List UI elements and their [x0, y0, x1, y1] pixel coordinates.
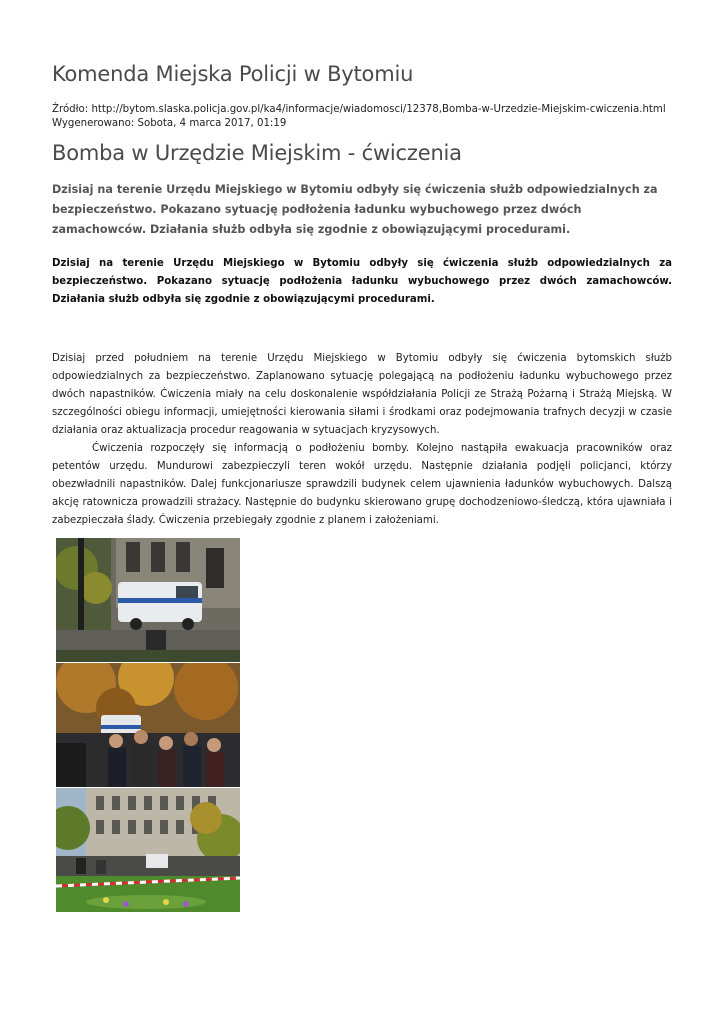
source-line: Źródło: http://bytom.slaska.policja.gov.pl/ka4/informacje/wiadomosci/12378,Bomba-w-Urzedzie-Miejskim-cwiczenia.html: [52, 104, 666, 115]
paragraph-2: Ćwiczenia rozpoczęły się informacją o podłożeniu bomby. Kolejno nastąpiła ewakuacja pracowników oraz petentów urzędu. Mundurowi zabezpieczyli teren wokół urzędu. Następnie działania podjęli policjanci, którzy obezwładnili napastników. Dalej funkcjonariusze sprawdzili budynek celem ujawnienia ładunków wybuchowych. Dalszą akcję ratownicza prowadzili strażacy. Następnie do budynku skierowano grupę dochodzeniowo-śledczą, która ujawniała i zabezpieczała ślady. Ćwiczenia przebiegały zgodnie z planem i założeniami.: [52, 443, 672, 526]
paragraph-1: Dzisiaj przed południem na terenie Urzędu Miejskiego w Bytomiu odbyły się ćwiczenia bytomskich służb odpowiedzialnych za bezpieczeństwo. Zaplanowano sytuację polegającą na podłożeniu ładunku wybuchowego przez dwóch napastników. Ćwiczenia miały na celu doskonalenie współdziałania Policji ze Strażą Pożarną i Strażą Miejską. W szczególności obiegu informacji, umiejętności kierowania siłami i środkami oraz podejmowania trafnych decyzji w czasie działania oraz aktualizacja procedur reagowania w sytuacjach kryzysowych.: [52, 353, 672, 436]
photo-building-cordon[interactable]: [56, 788, 240, 912]
generated-line: Wygenerowano: Sobota, 4 marca 2017, 01:19: [52, 118, 287, 129]
article-title: Bomba w Urzędzie Miejskim - ćwiczenia: [52, 141, 462, 165]
site-title: Komenda Miejska Policji w Bytomiu: [52, 62, 414, 86]
article-lead: Dzisiaj na terenie Urzędu Miejskiego w Bytomiu odbyły się ćwiczenia służb odpowiedzialnych za bezpieczeństwo. Pokazano sytuację podłożenia ładunku wybuchowego przez dwóch zamachowców. Działania służb odbyła się zgodnie z obowiązującymi procedurami.: [52, 183, 658, 236]
document-meta: [52, 103, 666, 131]
article-body: [52, 350, 672, 530]
article-lead-repeat: Dzisiaj na terenie Urzędu Miejskiego w Bytomiu odbyły się ćwiczenia służb odpowiedzialnych za bezpieczeństwo. Pokazano sytuację podłożenia ładunku wybuchowego przez dwóch zamachowców. Działania służb odbyła się zgodnie z obowiązującymi procedurami.: [52, 258, 672, 305]
photo-police-van[interactable]: [56, 538, 240, 662]
photo-gallery: [56, 538, 240, 913]
photo-crowd[interactable]: [56, 663, 240, 787]
